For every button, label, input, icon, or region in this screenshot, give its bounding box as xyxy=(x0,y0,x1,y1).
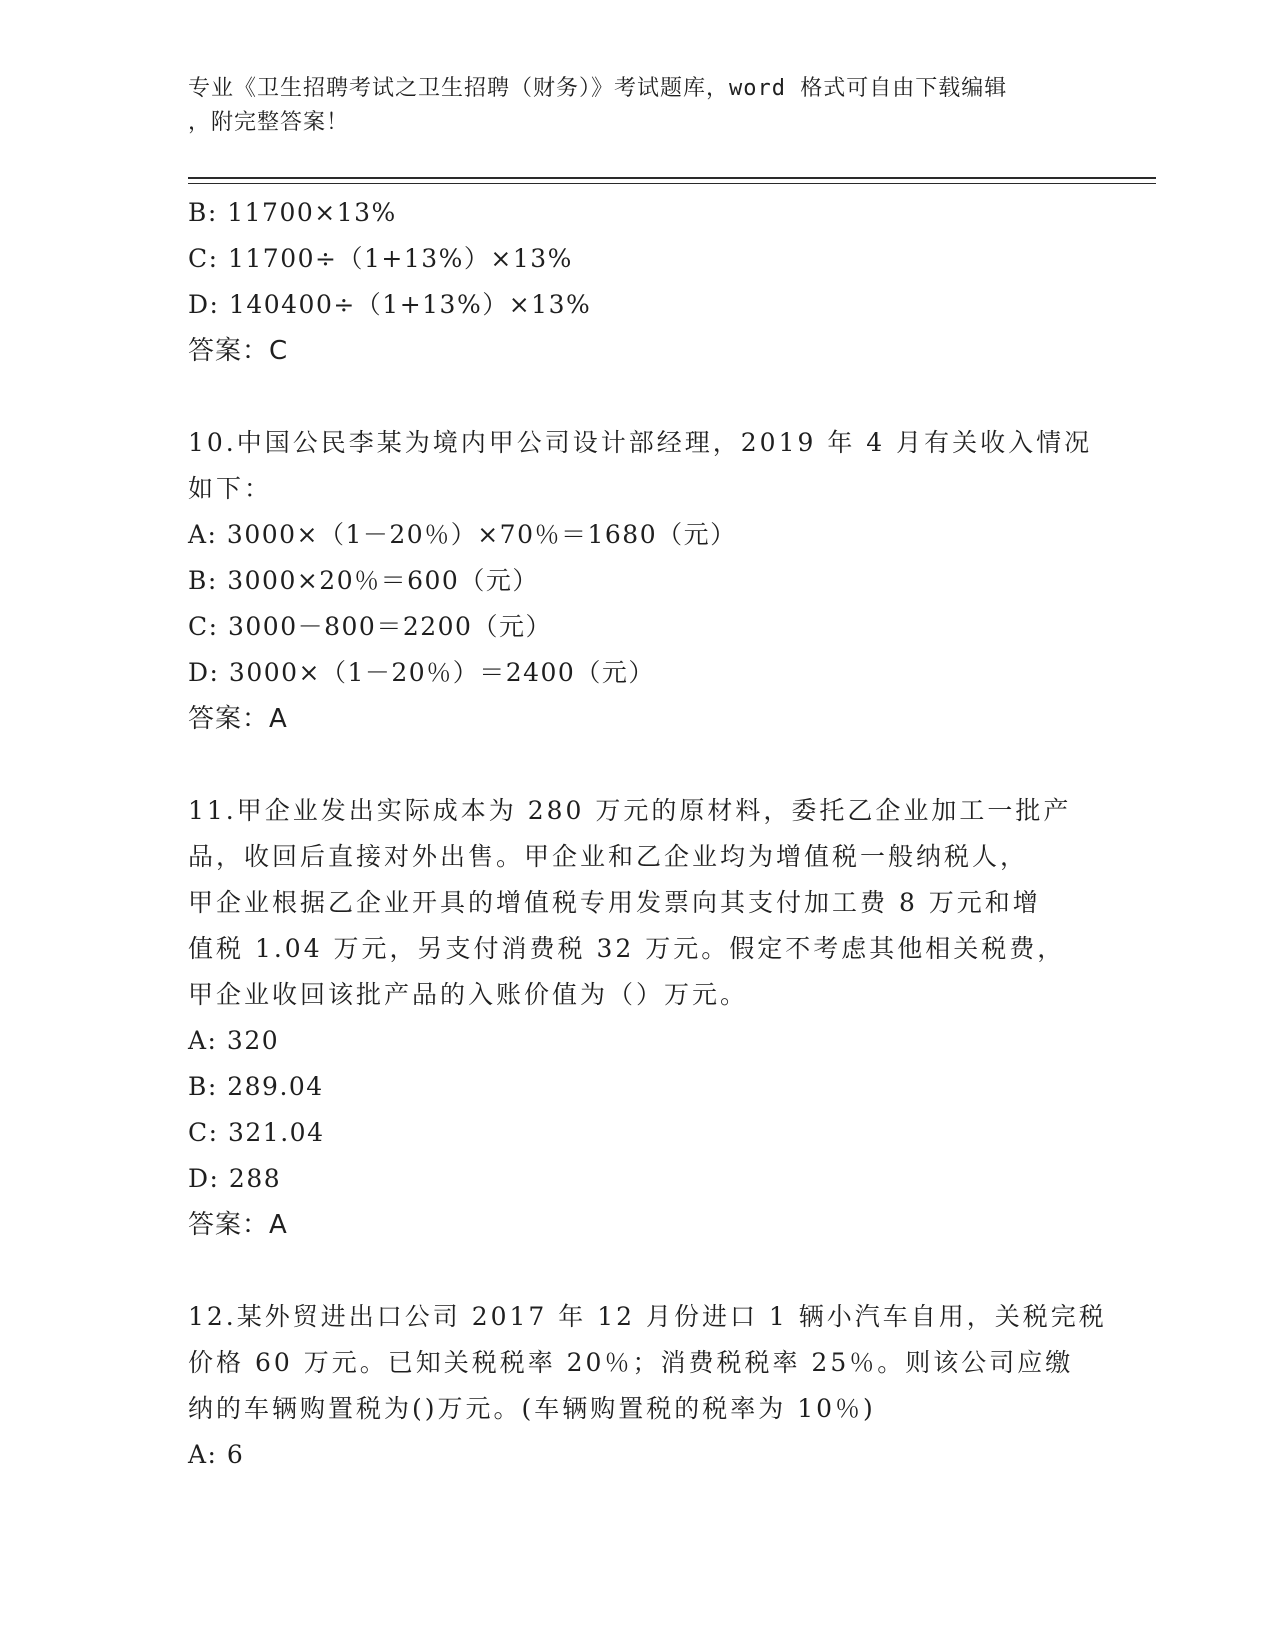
spacer xyxy=(188,374,1108,420)
answer-line: 答案：C xyxy=(188,336,289,366)
header-divider-thin xyxy=(188,183,1156,184)
question-stem-line: 11.甲企业发出实际成本为 280 万元的原材料，委托乙企业加工一批产 xyxy=(188,796,1072,825)
spacer xyxy=(188,1248,1108,1294)
question-9 xyxy=(188,190,1108,374)
option-a: A: 6 xyxy=(188,1440,245,1469)
option-b: B: 289.04 xyxy=(188,1072,324,1101)
question-list xyxy=(188,190,1108,1478)
question-stem-line: 价格 60 万元。已知关税税率 20％；消费税税率 25％。则该公司应缴 xyxy=(188,1348,1074,1377)
question-11 xyxy=(188,788,1108,1248)
option-d: D: 288 xyxy=(188,1164,282,1193)
header-divider-thick xyxy=(188,177,1156,179)
option-d: D: 140400÷（1+13%）×13% xyxy=(188,290,592,319)
question-stem-line: 如下： xyxy=(188,474,273,503)
question-10 xyxy=(188,420,1108,742)
question-stem-line: 值税 1.04 万元，另支付消费税 32 万元。假定不考虑其他相关税费， xyxy=(188,934,1066,963)
question-stem-line: 12.某外贸进出口公司 2017 年 12 月份进口 1 辆小汽车自用，关税完税 xyxy=(188,1302,1107,1331)
header-line-1: 专业《卫生招聘考试之卫生招聘（财务）》考试题库，word 格式可自由下载编辑 xyxy=(188,76,1008,101)
option-c: C: 3000－800＝2200（元） xyxy=(188,612,552,641)
option-b: B: 11700×13% xyxy=(188,198,397,227)
option-c: C: 11700÷（1+13%）×13% xyxy=(188,244,573,273)
answer-line: 答案：A xyxy=(188,704,288,734)
spacer xyxy=(188,742,1108,788)
option-b: B: 3000×20％＝600（元） xyxy=(188,566,539,595)
option-d: D: 3000×（1－20％）＝2400（元） xyxy=(188,658,655,687)
answer-line: 答案：A xyxy=(188,1210,288,1240)
question-stem-line: 纳的车辆购置税为()万元。(车辆购置税的税率为 10％) xyxy=(188,1394,876,1423)
option-a: A: 3000×（1－20％）×70％＝1680（元） xyxy=(188,520,737,549)
option-a: A: 320 xyxy=(188,1026,280,1055)
question-stem-line: 品，收回后直接对外出售。甲企业和乙企业均为增值税一般纳税人， xyxy=(188,842,1029,871)
question-stem-line: 甲企业根据乙企业开具的增值税专用发票向其支付加工费 8 万元和增 xyxy=(188,888,1041,917)
header-line-2: ，附完整答案！ xyxy=(188,110,350,135)
document-header xyxy=(188,72,1068,140)
option-c: C: 321.04 xyxy=(188,1118,325,1147)
question-stem-line: 10.中国公民李某为境内甲公司设计部经理，2019 年 4 月有关收入情况 xyxy=(188,428,1093,457)
question-stem-line: 甲企业收回该批产品的入账价值为（）万元。 xyxy=(188,980,749,1009)
question-12 xyxy=(188,1294,1108,1478)
